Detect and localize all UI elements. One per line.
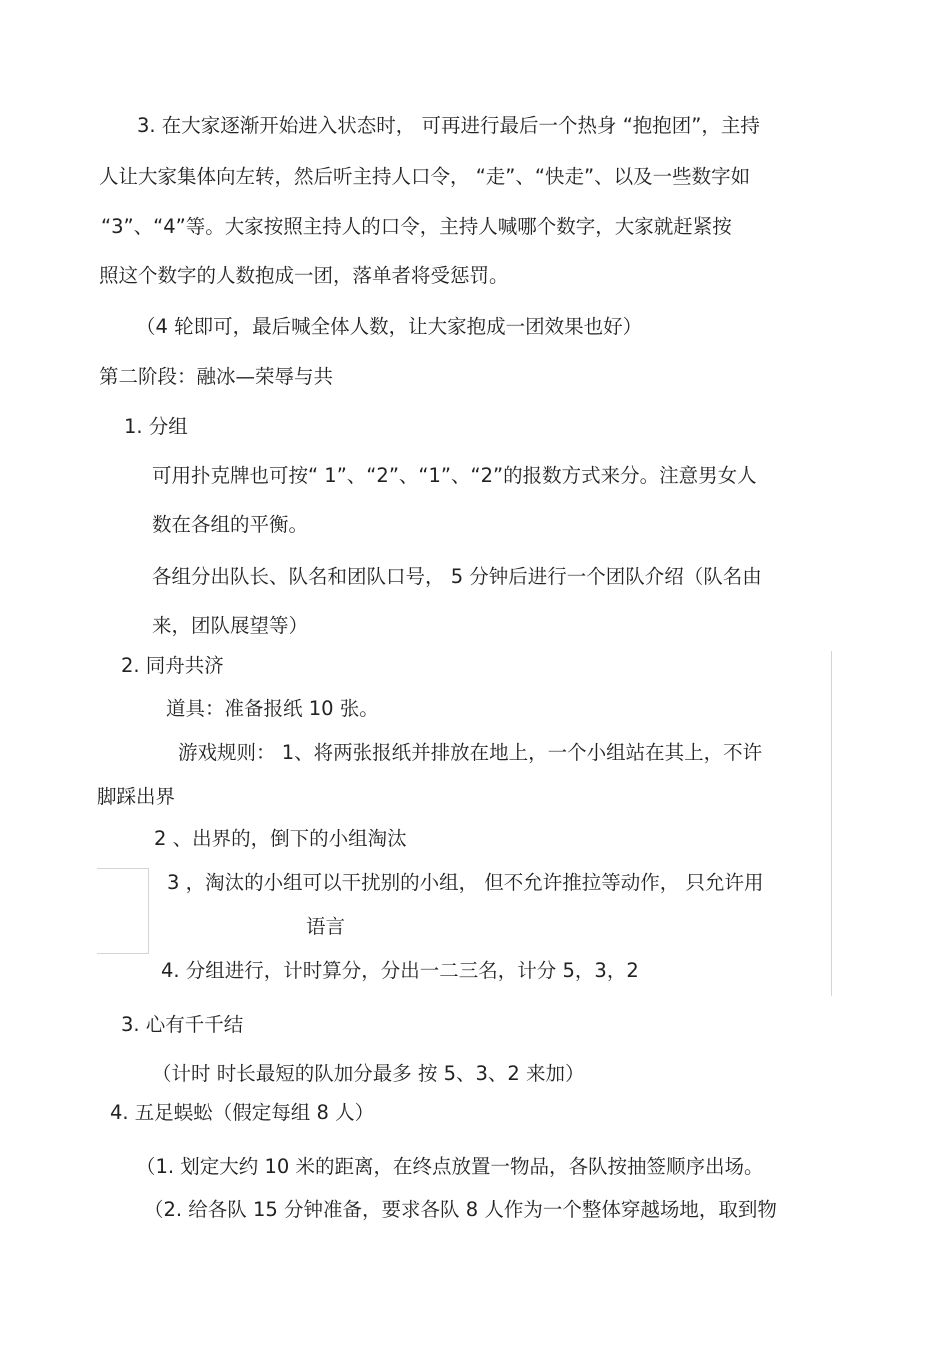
text-line: （4 轮即可，最后喊全体人数，让大家抱成一团效果也好） [136,315,643,338]
text-line: （2. 给各队 15 分钟准备，要求各队 8 人作为一个整体穿越场地，取到物 [144,1198,777,1221]
text-line: “3”、“4”等。大家按照主持人的口令，主持人喊哪个数字，大家就赶紧按 [101,215,732,238]
text-line: 可用扑克牌也可按“ 1”、“2”、“1”、“2”的报数方式来分。注意男女人 [152,464,757,487]
item-heading: 2. 同舟共济 [121,654,224,677]
text-line: 道具：准备报纸 10 张。 [166,697,379,720]
item-heading: 4. 五足蜈蚣（假定每组 8 人） [110,1101,375,1124]
text-line: （1. 划定大约 10 米的距离，在终点放置一物品，各队按抽签顺序出场。 [136,1155,764,1178]
item-heading: 1. 分组 [124,415,188,438]
text-line: 各组分出队长、队名和团队口号， 5 分钟后进行一个团队介绍（队名由 [152,565,762,588]
text-line: 来，团队展望等） [152,614,309,637]
text-line: 脚踩出界 [97,785,176,808]
text-line: 数在各组的平衡。 [152,513,309,536]
text-line: （计时 时长最短的队加分最多 按 5、3、2 来加） [152,1062,585,1085]
text-line: 4. 分组进行，计时算分，分出一二三名，计分 5，3，2 [161,959,639,982]
text-line: 3 ，淘汰的小组可以干扰别的小组， 但不允许推拉等动作， 只允许用 [167,871,764,894]
text-line: 人让大家集体向左转，然后听主持人口令， “走”、“快走”、以及一些数字如 [99,165,751,188]
section-heading: 第二阶段：融冰—荣辱与共 [99,365,334,388]
text-line: 游戏规则： 1、将两张报纸并排放在地上，一个小组站在其上，不许 [178,741,763,764]
text-line: 语言 [306,915,346,938]
text-line: 照这个数字的人数抱成一团，落单者将受惩罚。 [99,264,509,287]
border-frame-right [831,651,832,996]
text-line: 3. 在大家逐渐开始进入状态时， 可再进行最后一个热身 “抱抱团”，主持 [137,114,760,137]
text-line: 2 、出界的，倒下的小组淘汰 [154,827,407,850]
item-heading: 3. 心有千千结 [121,1013,244,1036]
border-frame-left [97,868,149,954]
